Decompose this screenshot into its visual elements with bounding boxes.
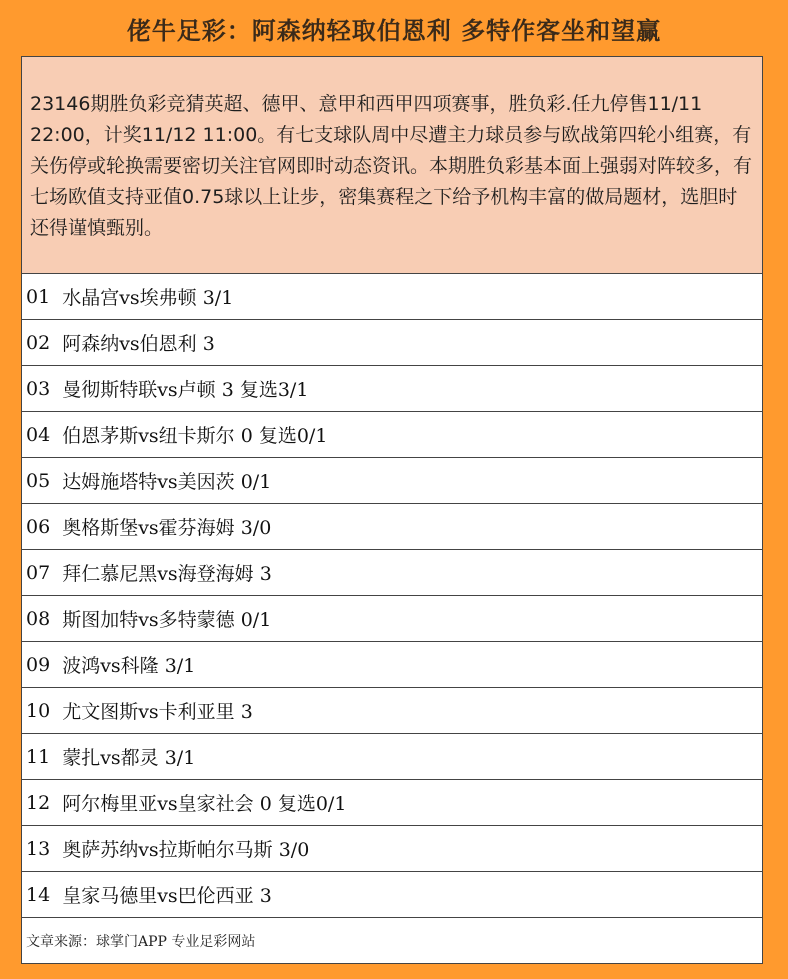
match-row <box>22 550 762 596</box>
match-number: 10 <box>26 699 51 722</box>
match-row <box>22 412 762 458</box>
match-row <box>22 688 762 734</box>
match-row <box>22 826 762 872</box>
match-number: 12 <box>26 791 51 814</box>
match-pick: 尤文图斯vs卡利亚里 3 <box>62 701 253 723</box>
match-pick: 波鸿vs科隆 3/1 <box>62 655 196 677</box>
match-number: 14 <box>26 883 51 906</box>
match-pick: 斯图加特vs多特蒙德 0/1 <box>62 609 272 631</box>
match-number: 03 <box>26 377 51 400</box>
match-number: 05 <box>26 469 51 492</box>
match-row <box>22 734 762 780</box>
match-row <box>22 366 762 412</box>
match-number: 01 <box>26 285 51 308</box>
match-pick: 伯恩茅斯vs纽卡斯尔 0 复选0/1 <box>62 425 328 447</box>
match-number: 04 <box>26 423 51 446</box>
match-number: 09 <box>26 653 51 676</box>
match-row <box>22 274 762 320</box>
match-row <box>22 780 762 826</box>
match-list <box>22 274 762 918</box>
match-pick: 阿森纳vs伯恩利 3 <box>62 333 215 355</box>
match-pick: 阿尔梅里亚vs皇家社会 0 复选0/1 <box>62 793 347 815</box>
match-pick: 水晶宫vs埃弗顿 3/1 <box>62 287 234 309</box>
match-row <box>22 642 762 688</box>
match-pick: 达姆施塔特vs美因茨 0/1 <box>62 471 272 493</box>
match-number: 13 <box>26 837 51 860</box>
match-number: 06 <box>26 515 51 538</box>
match-pick: 拜仁慕尼黑vs海登海姆 3 <box>62 563 272 585</box>
intro-paragraph: 23146期胜负彩竞猜英超、德甲、意甲和西甲四项赛事，胜负彩.任九停售11/11 22:00，计奖11/12 11:00。有七支球队周中尽遭主力球员参与欧战第四轮小组赛，有关伤停或轮换需要密切关注官网即时动态资讯。本期胜负彩基本面上强弱对阵较多，有七场欧值支持亚值0.75球以上让步，密集赛程之下给予机构丰富的做局题材，选胆时还得谨慎甄别。 <box>22 57 762 274</box>
match-pick: 皇家马德里vs巴伦西亚 3 <box>62 885 272 907</box>
match-number: 07 <box>26 561 51 584</box>
match-pick: 奥格斯堡vs霍芬海姆 3/0 <box>62 517 272 539</box>
match-number: 11 <box>26 745 51 768</box>
page-title: 佬牛足彩：阿森纳轻取伯恩利 多特作客坐和望赢 <box>126 16 662 45</box>
match-pick: 曼彻斯特联vs卢顿 3 复选3/1 <box>62 379 309 401</box>
match-row <box>22 872 762 918</box>
match-pick: 蒙扎vs都灵 3/1 <box>62 747 196 769</box>
match-pick: 奥萨苏纳vs拉斯帕尔马斯 3/0 <box>62 839 310 861</box>
match-row <box>22 504 762 550</box>
match-row <box>22 320 762 366</box>
match-number: 08 <box>26 607 51 630</box>
match-number: 02 <box>26 331 51 354</box>
content-card <box>21 56 763 964</box>
article-source: 文章来源：球掌门APP 专业足彩网站 <box>26 934 256 950</box>
match-row <box>22 458 762 504</box>
match-row <box>22 596 762 642</box>
